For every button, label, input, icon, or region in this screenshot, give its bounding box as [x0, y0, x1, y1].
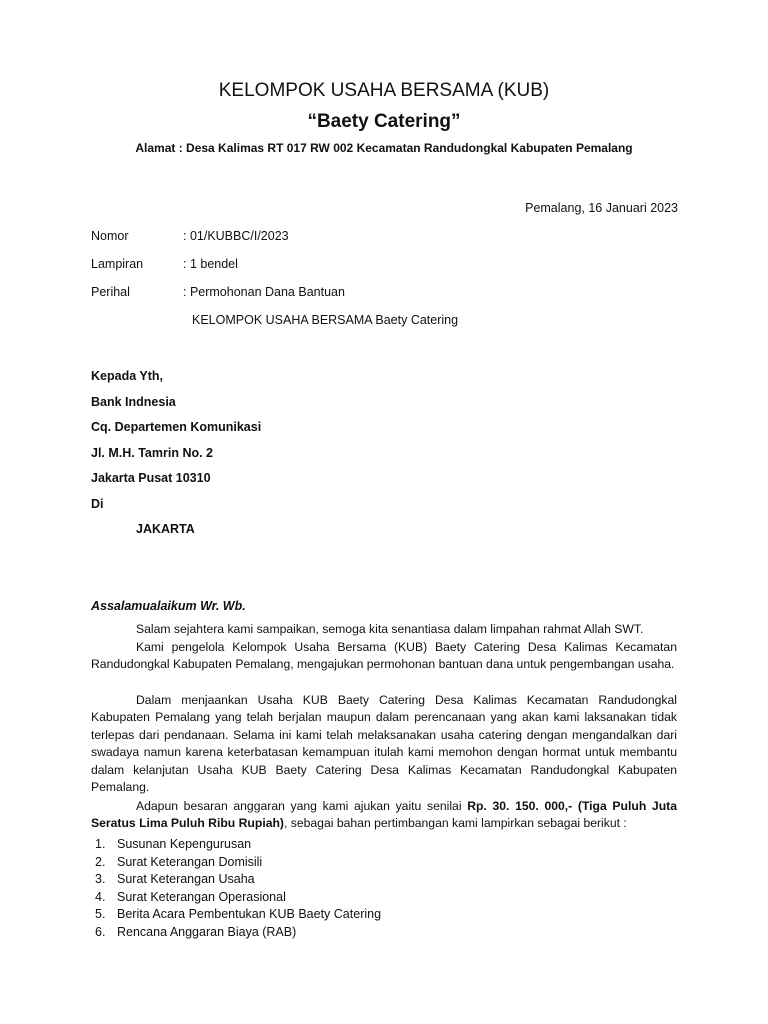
letter-org-title: KELOMPOK USAHA BERSAMA (KUB)	[218, 80, 550, 101]
paragraph-2	[91, 639, 677, 674]
recipient-department: Cq. Departemen Komunikasi	[91, 420, 262, 434]
recipient-street: Jl. M.H. Tamrin No. 2	[91, 446, 214, 460]
perihal-value-continued: KELOMPOK USAHA BERSAMA Baety Catering	[192, 313, 459, 327]
recipient-city: JAKARTA	[136, 522, 195, 536]
nomor-label: Nomor	[91, 229, 129, 243]
attachment-list	[95, 836, 381, 941]
letter-date: Pemalang, 16 Januari 2023	[525, 201, 678, 215]
letter-business-name: “Baety Catering”	[307, 111, 461, 132]
list-item: 2. Surat Keterangan Domisili	[95, 854, 263, 869]
recipient-di: Di	[91, 497, 104, 511]
paragraph-3	[91, 692, 677, 796]
recipient-name: Bank Indnesia	[91, 395, 176, 409]
list-item: 1. Susunan Kepengurusan	[95, 837, 252, 851]
list-item: 4. Surat Keterangan Operasional	[95, 889, 286, 904]
paragraph-4-amount: Rp. 30. 150. 000,- (Tiga Puluh Juta Seratus Lima Puluh Ribu Rupiah)	[91, 799, 677, 831]
recipient-salutation: Kepada Yth,	[91, 369, 164, 383]
lampiran-label: Lampiran	[91, 257, 144, 271]
nomor-value: : 01/KUBBC/I/2023	[183, 229, 289, 243]
perihal-label: Perihal	[91, 285, 130, 299]
paragraph-1-text: Salam sejahtera kami sampaikan, semoga kita senantiasa dalam limpahan rahmat Allah SWT.	[136, 622, 644, 636]
greeting: Assalamualaikum Wr. Wb.	[91, 599, 246, 613]
paragraph-1	[91, 621, 677, 638]
lampiran-value: : 1 bendel	[183, 257, 238, 271]
letter-address: Alamat : Desa Kalimas RT 017 RW 002 Kecamatan Randudongkal Kabupaten Pemalang	[135, 141, 633, 155]
paragraph-4-text-end: , sebagai bahan pertimbangan kami lampirkan sebagai berikut :	[283, 816, 627, 831]
paragraph-4-text-start: Adapun besaran anggaran yang kami ajukan yaitu senilai	[136, 799, 468, 813]
list-item: 6. Rencana Anggaran Biaya (RAB)	[95, 924, 297, 939]
paragraph-2-text: Kami pengelola Kelompok Usaha Bersama (KUB) Baety Catering Desa Kalimas Kecamatan Randudongkal Kabupaten Pemalang, mengajukan permohonan bantuan dana untuk pengembangan usaha.	[91, 640, 677, 672]
paragraph-4	[91, 798, 677, 833]
recipient-city-postcode: Jakarta Pusat 10310	[91, 471, 211, 485]
perihal-value: : Permohonan Dana Bantuan	[183, 285, 345, 299]
list-item: 5. Berita Acara Pembentukan KUB Baety Catering	[95, 907, 382, 921]
list-item: 3. Surat Keterangan Usaha	[95, 872, 255, 886]
paragraph-3-text: Dalam menjaankan Usaha KUB Baety Catering Desa Kalimas Kecamatan Randudongkal Kabupaten Pemalang yang telah berjalan maupun dalam perencanaan yang akan kami laksanakan tidak terlepas dari pendanaan. Selama ini kami telah melaksanakan usaha catering dengan mengandalkan dari swadaya namun karena keterbatasan kemampuan itulah kami memohon dengan hormat untuk membantu dalam kelanjutan Usaha KUB Baety Catering Desa Kalimas Kecamatan Randudongkal Kabupaten Pemalang.	[91, 693, 677, 795]
